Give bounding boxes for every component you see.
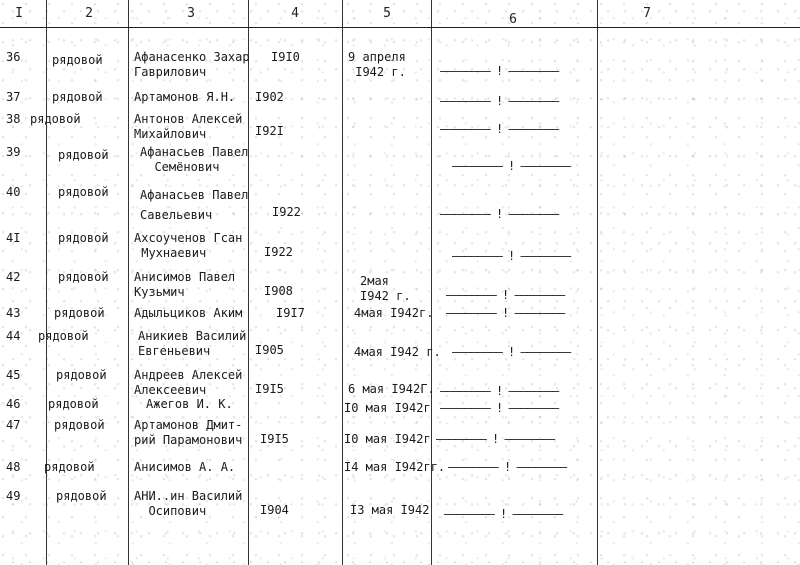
row-number: 36 xyxy=(6,50,21,64)
column-header-2: 2 xyxy=(85,6,93,21)
column-6-mark: ———————— ! ———————— xyxy=(452,159,571,173)
birth-year-cell: I9I5 xyxy=(260,432,289,446)
rank-cell: рядовой xyxy=(44,460,95,474)
rank-cell: рядовой xyxy=(58,231,109,245)
rank-cell: рядовой xyxy=(54,418,105,432)
name-cell: АНИ..ин Василий Осипович xyxy=(134,489,243,518)
date-cell: 6 мая I942Г. xyxy=(348,382,435,396)
column-header-1: I xyxy=(15,6,23,21)
name-cell: Афанасенко Захар Гаврилович xyxy=(134,50,250,79)
name-cell: Афанасьев Павел Семёнович xyxy=(140,145,249,174)
column-6-mark: ———————— ! ———————— xyxy=(440,401,559,415)
name-cell: Анисимов Павел Кузьмич xyxy=(134,270,236,299)
rank-cell: рядовой xyxy=(56,368,107,382)
column-header-4: 4 xyxy=(291,6,299,21)
date-cell: 9 апреля I942 г. xyxy=(348,50,406,79)
column-6-mark: ———————— ! ———————— xyxy=(440,207,559,221)
date-cell: 4мая I942г. xyxy=(354,306,434,320)
column-header-3: 3 xyxy=(187,6,195,21)
row-number: 37 xyxy=(6,90,21,104)
name-cell: Артамонов Я.Н. xyxy=(134,90,236,104)
birth-year-cell: I92I xyxy=(255,124,284,138)
column-rule xyxy=(248,0,249,565)
column-6-mark: ———————— ! ———————— xyxy=(440,384,559,398)
date-cell: I4 мая I942гг. xyxy=(344,460,446,474)
rank-cell: рядовой xyxy=(54,306,105,320)
column-6-mark: ———————— ! ———————— xyxy=(440,94,559,108)
column-header-7: 7 xyxy=(643,6,651,21)
row-number: 44 xyxy=(6,329,21,343)
birth-year-cell: I904 xyxy=(260,503,289,517)
name-cell: Ахсоученов Гсан Мухнаевич xyxy=(134,231,243,260)
column-6-mark: ———————— ! ———————— xyxy=(440,64,559,78)
rank-cell: рядовой xyxy=(48,397,99,411)
column-6-mark: ———————— ! ———————— xyxy=(436,432,555,446)
date-cell: I0 мая I942г xyxy=(344,401,431,415)
rank-cell: рядовой xyxy=(58,148,109,162)
rank-cell: рядовой xyxy=(38,329,89,343)
birth-year-cell: I9I5 xyxy=(255,382,284,396)
date-cell: 4мая I942 г. xyxy=(354,345,441,359)
rank-cell: рядовой xyxy=(30,112,81,126)
column-rule xyxy=(597,0,598,565)
row-number: 4I xyxy=(6,231,21,245)
rank-cell: рядовой xyxy=(58,270,109,284)
name-cell: Андреев Алексей Алексеевич xyxy=(134,368,243,397)
date-cell: I0 мая I942г xyxy=(344,432,431,446)
column-header-5: 5 xyxy=(383,6,391,21)
birth-year-cell: I908 xyxy=(264,284,293,298)
column-header-6: 6 xyxy=(509,12,517,27)
name-cell: Аникиев Василий Евгеньевич xyxy=(138,329,247,358)
row-number: 42 xyxy=(6,270,21,284)
row-number: 45 xyxy=(6,368,21,382)
column-6-mark: ———————— ! ———————— xyxy=(452,345,571,359)
rank-cell: рядовой xyxy=(52,53,103,67)
birth-year-cell: I9I0 xyxy=(271,50,300,64)
row-number: 48 xyxy=(6,460,21,474)
column-rule xyxy=(431,0,432,565)
name-cell: Антонов Алексей Михайлович xyxy=(134,112,243,141)
name-cell: Артамонов Дмит- рий Парамонович xyxy=(134,418,243,447)
date-cell: I3 мая I942 xyxy=(350,503,430,517)
date-cell: 2мая I942 г. xyxy=(360,274,411,303)
header-rule xyxy=(0,27,800,28)
rank-cell: рядовой xyxy=(58,185,109,199)
row-number: 43 xyxy=(6,306,21,320)
row-number: 39 xyxy=(6,145,21,159)
birth-year-cell: I905 xyxy=(255,343,284,357)
birth-year-cell: I902 xyxy=(255,90,284,104)
name-cell: Анисимов А. А. xyxy=(134,460,236,474)
column-6-mark: ———————— ! ———————— xyxy=(440,122,559,136)
row-number: 46 xyxy=(6,397,21,411)
birth-year-cell: I922 xyxy=(264,245,293,259)
column-rule xyxy=(342,0,343,565)
row-number: 38 xyxy=(6,112,21,126)
column-6-mark: ———————— ! ———————— xyxy=(446,306,565,320)
column-rule xyxy=(46,0,47,565)
name-cell: Ажегов И. К. xyxy=(146,397,233,411)
row-number: 40 xyxy=(6,185,21,199)
column-6-mark: ———————— ! ———————— xyxy=(452,249,571,263)
birth-year-cell: I922 xyxy=(272,205,301,219)
name-cell: Афанасьев Павел Савельевич xyxy=(140,188,249,222)
birth-year-cell: I9I7 xyxy=(276,306,305,320)
column-6-mark: ———————— ! ———————— xyxy=(444,507,563,521)
name-cell: Адыльциков Аким xyxy=(134,306,243,320)
row-number: 47 xyxy=(6,418,21,432)
column-6-mark: ———————— ! ———————— xyxy=(448,460,567,474)
rank-cell: рядовой xyxy=(52,90,103,104)
column-6-mark: ———————— ! ———————— xyxy=(446,288,565,302)
rank-cell: рядовой xyxy=(56,489,107,503)
column-rule xyxy=(128,0,129,565)
row-number: 49 xyxy=(6,489,21,503)
